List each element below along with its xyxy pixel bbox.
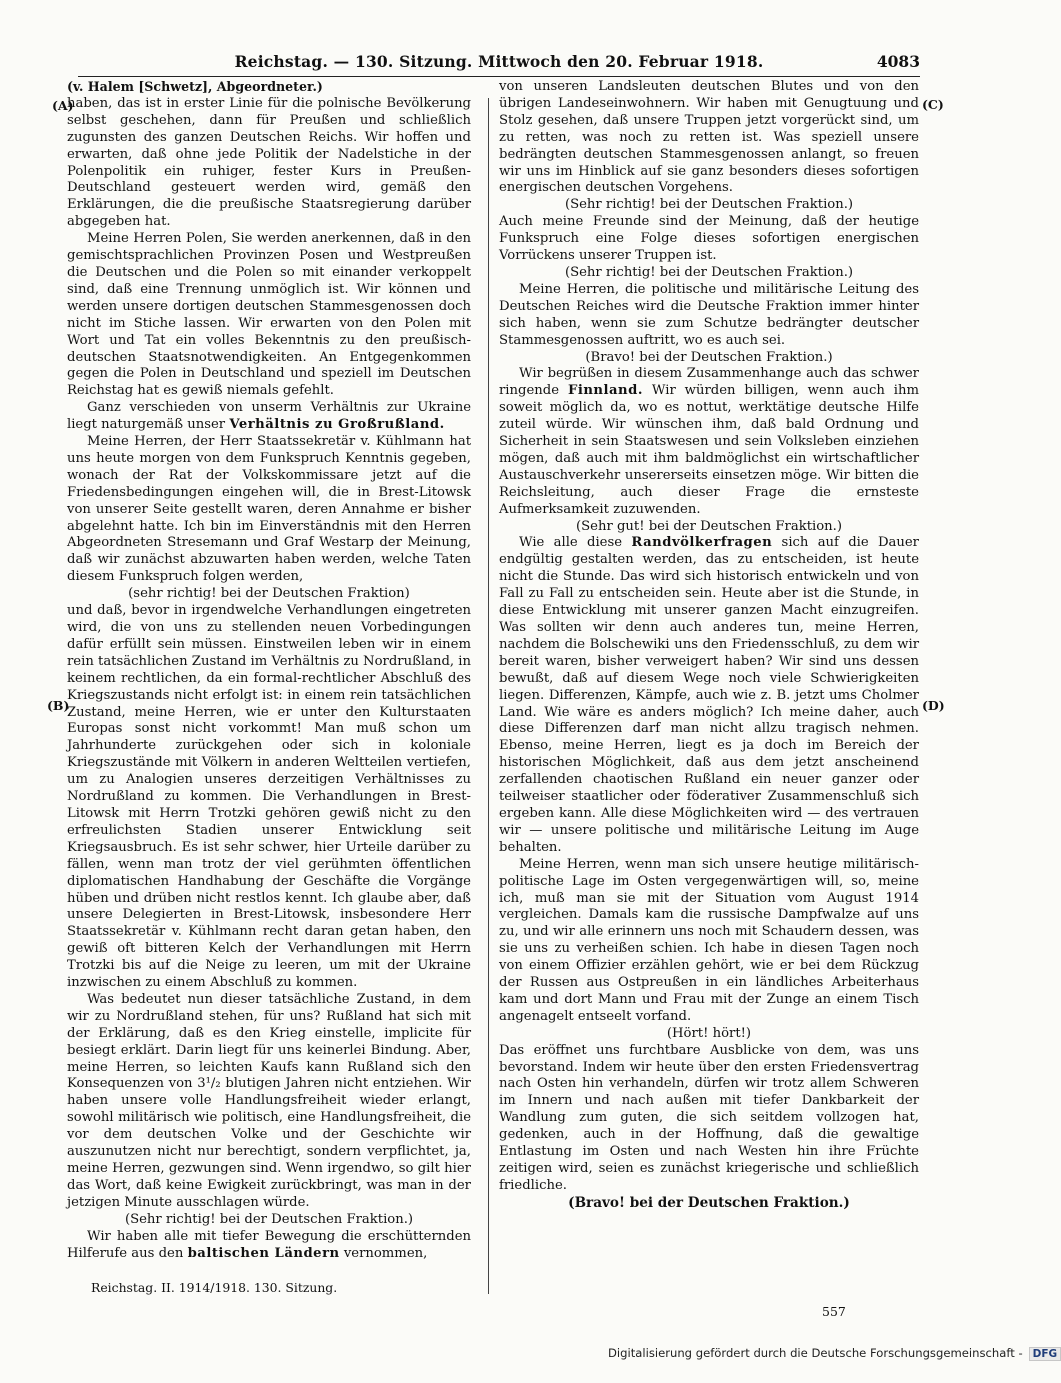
interjection: (Sehr richtig! bei der Deutschen Fraktion.) (124, 1211, 414, 1227)
margin-mark-a: (A) (52, 98, 74, 113)
signature-number: 557 (822, 1304, 846, 1319)
running-title: Reichstag. — 130. Sitzung. Mittwoch den 20. Februar 1918. (234, 52, 764, 71)
paragraph: Auch meine Freunde sind der Meinung, daß der heutige Funkspruch eine Folge dieses sofortigen energischen Vorrückens unserer Truppen ist. (499, 214, 919, 264)
digitization-note: Digitalisierung gefördert durch die Deutsche Forschungsgemeinschaft - (608, 1346, 1023, 1360)
digitization-credit (608, 1346, 1061, 1361)
paragraph: Was bedeutet nun dieser tatsächliche Zustand, in dem wir zu Nordrußland stehen, für uns? Rußland hat sich mit der Erklärung, daß es den Krieg einstelle, implicite für besiegt erklärt. Darin liegt für uns keinerlei Bindung. Aber, meine Herren, so leichten Kaufs kann Rußland sich den Konsequenzen von 3¹/₂ blutigen Jahren nicht entziehen. Wir haben unsere volle Handlungsfreiheit wieder erlangt, sowohl militärisch wie politisch, eine Handlungsfreiheit, die vor dem deutschen Volke und der Geschichte wir auszunutzen nicht nur berechtigt, sondern verpflichtet, ja, meine Herren, gezwungen sind. Wenn irgendwo, so gilt hier das Wort, daß keine Ewigkeit zurückbringt, was man in der jetzigen Minute ausschlagen würde. (67, 991, 471, 1210)
paragraph: Meine Herren, der Herr Staatssekretär v. Kühlmann hat uns heute morgen von dem Funkspruch Kenntnis gegeben, wonach der Rat der Volkskommissare jetzt auf die Friedensbedingungen eingehen will, die in Brest-Litowsk von unserer Seite gestellt waren, deren Annahme er bisher abgelehnt hatte. Ich bin im Einverständnis mit den Herren Abgeordneten Stresemann und Graf Westarp der Meinung, daß wir zunächst abzuwarten haben werden, welche Taten diesem Funkspruch folgen werden, (67, 434, 471, 585)
paragraph: Meine Herren, wenn man sich unsere heutige militärisch-politische Lage im Osten vergegenwärtigen will, so, meine ich, muß man sie mit der Situation vom August 1914 vergleichen. Damals kam die russische Dampfwalze auf uns zu, und wir alle erinnern uns noch mit Schaudern dessen, was sie uns zu verheißen schien. Ich habe in diesen Tagen noch von einem Offizier erzählen gehört, wie er bei dem Rückzug der Russen aus Ostpreußen in ein ländliches Arbeiterhaus kam und dort Mann und Frau mit der Zunge an einem Tisch angenagelt entseelt vorfand. (499, 856, 919, 1024)
speaker-line: (v. Halem [Schwetz], Abgeordneter.) (67, 79, 323, 94)
text: Ganz verschieden von unserm Verhältnis zur Ukraine liegt naturgemäß unser (67, 400, 471, 433)
interjection: (Bravo! bei der Deutschen Fraktion.) (585, 349, 833, 365)
signature-footer: Reichstag. II. 1914/1918. 130. Sitzung. (91, 1280, 338, 1296)
margin-mark-d: (D) (922, 698, 945, 713)
text: Wir würden billigen, wenn auch ihm soweit möglich da, wo es nottut, werktätige deutsche Hilfe zuteil würde. Wir wünschen ihm, daß bald Ordnung und Sicherheit in sein Staatswesen und sein Volksleben einziehen mögen, daß auch mit ihm baldmöglichst ein wirtschaftlicher Austauschverkehr unsererseits einsetzen möge. Wir bitten die Reichsleitung, auch dieser Frage die ernsteste Aufmerksamkeit zuzuwenden. (499, 383, 919, 517)
bold-phrase: Verhältnis zu Großrußland. (229, 417, 445, 433)
paragraph: von unseren Landsleuten deutschen Blutes und von den übrigen Landeseinwohnern. Wir haben mit Genugtuung und Stolz gesehen, daß unsere Truppen jetzt vorgerückt sind, um zu retten, was noch zu retten ist. Was speziell unsere bedrängten deutschen Stammesgenossen anlangt, so freuen wir uns im Hinblick auf sie ganz besonders dieses sofortigen energischen deutschen Vorgehens. (499, 79, 919, 196)
text: Wir begrüßen in diesem Zusammenhange auch das schwer ringende (499, 366, 919, 399)
column-divider (488, 98, 489, 1294)
dfg-logo-icon: DFG (1029, 1347, 1061, 1361)
paragraph-with-bold (499, 366, 919, 518)
right-column (499, 79, 919, 1297)
interjection: (Sehr richtig! bei der Deutschen Fraktion.) (564, 197, 854, 213)
page-number: 4083 (876, 52, 920, 71)
paragraph: Meine Herren, die politische und militärische Leitung des Deutschen Reiches wird die Deutsche Fraktion immer hinter sich haben, wenn sie zum Schutze bedrängter deutscher Stammesgenossen auftritt, wo es auch sei. (499, 281, 919, 348)
paragraph: haben, das ist in erster Linie für die polnische Bevölkerung selbst geschehen, dann für Preußen und schließlich zugunsten des ganzen Deutschen Reichs. Wir hoffen und erwarten, daß ohne jede Politik der Nadelstiche in der Polenpolitik ein ruhiger, fester Kurs in Preußen-Deutschland gesteuert werden wird, gemäß den Erklärungen, die die preußische Staatsregierung darüber abgegeben hat. (67, 95, 471, 230)
interjection: (Sehr gut! bei der Deutschen Fraktion.) (576, 518, 842, 534)
interjection: (Sehr richtig! bei der Deutschen Fraktion.) (564, 264, 854, 280)
left-column (67, 79, 471, 1297)
bold-phrase: Randvölkerfragen (631, 535, 773, 551)
bold-phrase: Finnland. (567, 383, 643, 399)
margin-mark-b: (B) (47, 698, 70, 713)
text: sich auf die Dauer endgültig gestalten werden, das zu entscheiden, ist heute nicht die Stunde. Das wird sich historisch entwickeln und von Fall zu Fall zu entscheiden sein. Heute aber ist die Stunde, in diese Entwicklung mit unserer ganzen Macht einzugreifen. Was sollten wir denn auch anderes tun, meine Herren, nachdem die Bolschewiki uns den Friedensschluß, zu dem wir bereit waren, bisher verweigert haben? Wir sind uns dessen bewußt, daß auf diesem Wege noch viele Schwierigkeiten liegen. Differenzen, Kämpfe, auch wie z. B. jetzt ums Cholmer Land. Wie wäre es anders möglich? Ich meine daher, auch diese Differenzen darf man nicht allzu tragisch nehmen. Ebenso, meine Herren, liegt es ja doch im Bereich der historischen Möglichkeit, daß aus dem jetzt anscheinend zerfallenden chaotischen Rußland ein neuer ganzer oder teilweiser staatlicher oder föderativer Zusammenschluß sich ergeben kann. Alle diese Möglichkeiten wird — des vertrauen wir — unsere politische und militärische Leitung im Auge behalten. (499, 535, 919, 855)
interjection: (Bravo! bei der Deutschen Fraktion.) (568, 1194, 850, 1211)
page-header (78, 52, 920, 77)
paragraph-with-bold (67, 400, 471, 434)
interjection: (Hört! hört!) (666, 1025, 752, 1041)
paragraph: und daß, bevor in irgendwelche Verhandlungen eingetreten wird, die von uns zu stellenden neuen Vorbedingungen dafür erfüllt sein müssen. Einstweilen leben wir in einem rein tatsächlichen Zustand im Verhältnis zu Nordrußland, in keinem rechtlichen, da ein formal-rechtlicher Abschluß des Kriegszustands nicht erfolgt ist: in einem rein tatsächlichen Zustand, meine Herren, wie er unter den Kulturstaaten Europas sonst nicht vorkommt! Man muß schon um Jahrhunderte zurückgehen oder sich in koloniale Kriegszustände mit Völkern in anderen Weltteilen vertiefen, um zu Analogien unseres derzeitigen Verhältnisses zu Nordrußland zu kommen. Die Verhandlungen in Brest-Litowsk mit Herrn Trotzki gehören gewiß nicht zu den erfreulichsten Stadien unserer Entwicklung seit Kriegsausbruch. Es ist sehr schwer, hier Urteile darüber zu fällen, wenn man trotz der viel gerühmten öffentlichen diplomatischen Handhabung der Geschäfte die Vorgänge hüben und drüben nicht restlos kennt. Ich glaube aber, daß unsere Delegierten in Brest-Litowsk, insbesondere Herr Staatssekretär v. Kühlmann recht daran getan haben, den gewiß oft bitteren Kelch der Verhandlungen mit Herrn Trotzki bis auf die Neige zu leeren, um mit der Ukraine inzwischen zu einem Abschluß zu kommen. (67, 603, 471, 991)
paragraph-with-bold (67, 1229, 471, 1263)
text: Wie alle diese (519, 535, 623, 551)
paragraph: Das eröffnet uns furchtbare Ausblicke von dem, was uns bevorstand. Indem wir heute über den ersten Friedensvertrag nach Osten hin verhandeln, dürfen wir trotz allem Schweren im Innern und nach außen mit tiefer Dankbarkeit der Wandlung zum guten, die sich seitdem vollzogen hat, gedenken, auch in der Hoffnung, daß die gewaltige Entlastung im Osten und nach Westen hin ihre Früchte zeitigen wird, seien es zunächst kriegerische und schließlich friedliche. (499, 1042, 919, 1193)
paragraph-with-bold (499, 535, 919, 856)
margin-mark-c: (C) (922, 97, 944, 112)
text: vernommen, (343, 1245, 428, 1261)
interjection: (sehr richtig! bei der Deutschen Fraktion) (128, 586, 410, 602)
bold-phrase: baltischen Ländern (187, 1245, 340, 1261)
text: Wir haben alle mit tiefer Bewegung die erschütternden Hilferufe aus den (67, 1228, 471, 1261)
paragraph: Meine Herren Polen, Sie werden anerkennen, daß in den gemischtsprachlichen Provinzen Posen und Westpreußen die Deutschen und die Polen so mit einander verkoppelt sind, daß eine Trennung unmöglich ist. Wir können und werden unsere dortigen deutschen Stammesgenossen doch nicht im Stiche lassen. Wir erwarten von den Polen mit Wort und Tat ein volles Bekenntnis zu den preußisch-deutschen Staatsnotwendigkeiten. An Entgegenkommen gegen die Polen in Deutschland und speziell im Deutschen Reichstag hat es gewiß niemals gefehlt. (67, 231, 471, 399)
